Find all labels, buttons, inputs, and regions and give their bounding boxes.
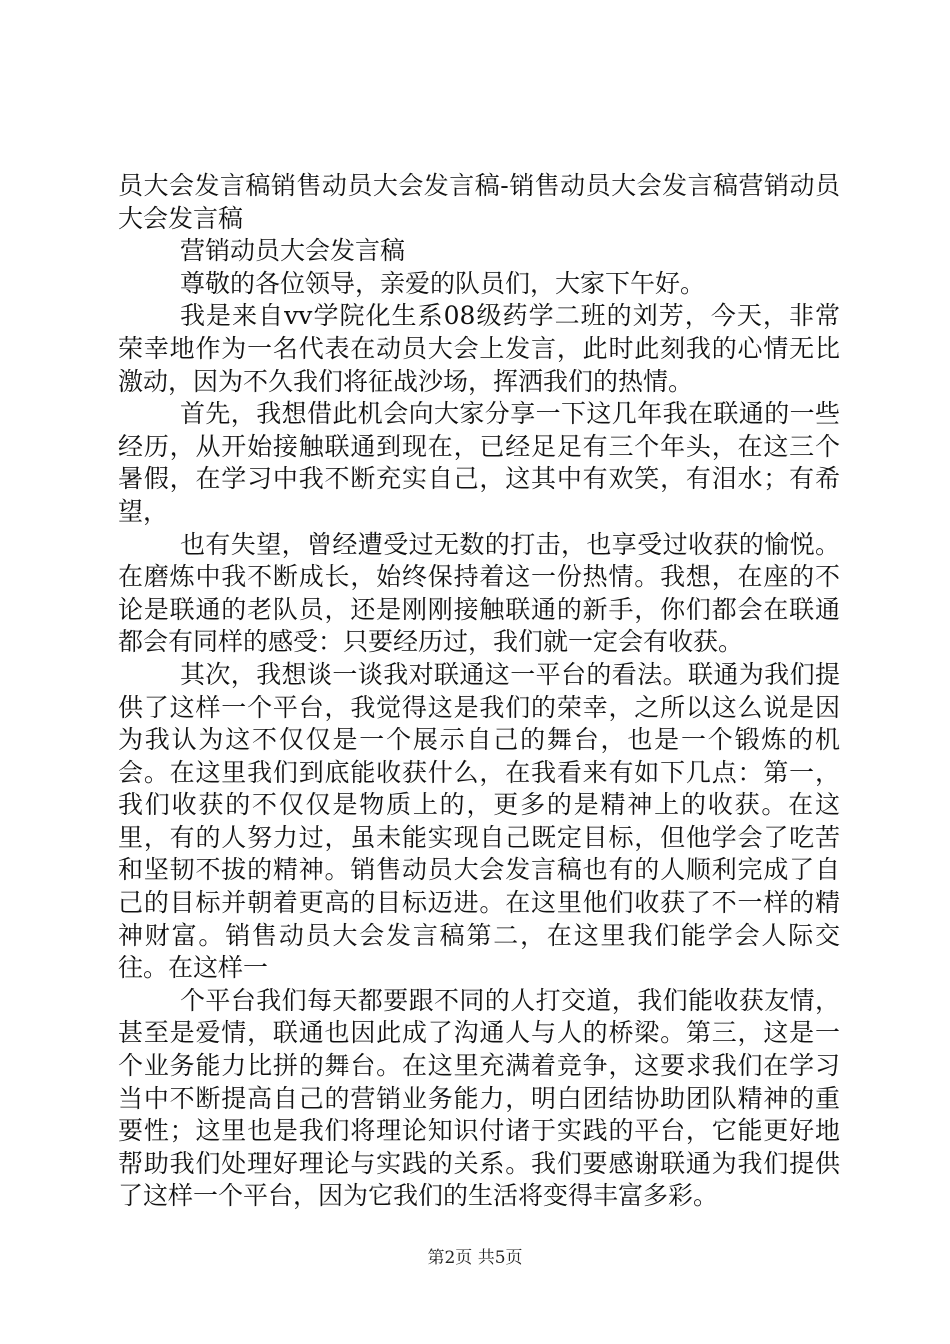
page-number-footer: 第2页 共5页: [427, 1248, 523, 1268]
document-body: [118, 170, 840, 1213]
paragraph-platform-continued: 个平台我们每天都要跟不同的人打交道，我们能收获友情，甚至是爱情，联通也因此成了沟通人与人的桥梁。第三，这是一个业务能力比拼的舞台。在这里充满着竞争，这要求我们在学习当中不断提高自己的营销业务能力，明白团结协助团队精神的重要性；这里也是我们将理论知识付诸于实践的平台，它能更好地帮助我们处理好理论与实践的关系。我们要感谢联通为我们提供了这样一个平台，因为它我们的生活将变得丰富多彩。: [118, 985, 840, 1211]
paragraph-platform-view: 其次，我想谈一谈我对联通这一平台的看法。联通为我们提供了这样一个平台，我觉得这是我们的荣幸，之所以这么说是因为我认为这不仅仅是一个展示自己的舞台，也是一个锻炼的机会。在这里我们到底能收获什么，在我看来有如下几点：第一，我们收获的不仅仅是物质上的，更多的是精神上的收获。在这里，有的人努力过，虽未能实现自己既定目标，但他学会了吃苦和坚韧不拔的精神。销售动员大会发言稿也有的人顺利完成了自己的目标并朝着更高的目标迈进。在这里他们收获了不一样的精神财富。销售动员大会发言稿第二，在这里我们能学会人际交往。在这样一: [118, 659, 840, 983]
paragraph-introduction: 我是来自vv学院化生系08级药学二班的刘芳，今天，非常荣幸地作为一名代表在动员大会上发言，此时此刻我的心情无比激动，因为不久我们将征战沙场，挥洒我们的热情。: [118, 301, 840, 396]
paragraph-experience: 首先，我想借此机会向大家分享一下这几年我在联通的一些经历，从开始接触联通到现在，已经足足有三个年头，在这三个暑假，在学习中我不断充实自己，这其中有欢笑，有泪水；有希望，: [118, 399, 840, 526]
paragraph-experience-continued: 也有失望，曾经遭受过无数的打击，也享受过收获的愉悦。在磨炼中我不断成长，始终保持着这一份热情。我想，在座的不论是联通的老队员，还是刚刚接触联通的新手，你们都会在联通都会有同样的感受：只要经历过，我们就一定会有收获。: [118, 529, 840, 657]
document-subtitle: 营销动员大会发言稿: [180, 236, 406, 266]
document-title: 员大会发言稿销售动员大会发言稿-销售动员大会发言稿营销动员大会发言稿: [118, 171, 840, 233]
paragraph-greeting: 尊敬的各位领导，亲爱的队员们，大家下午好。: [180, 268, 706, 298]
